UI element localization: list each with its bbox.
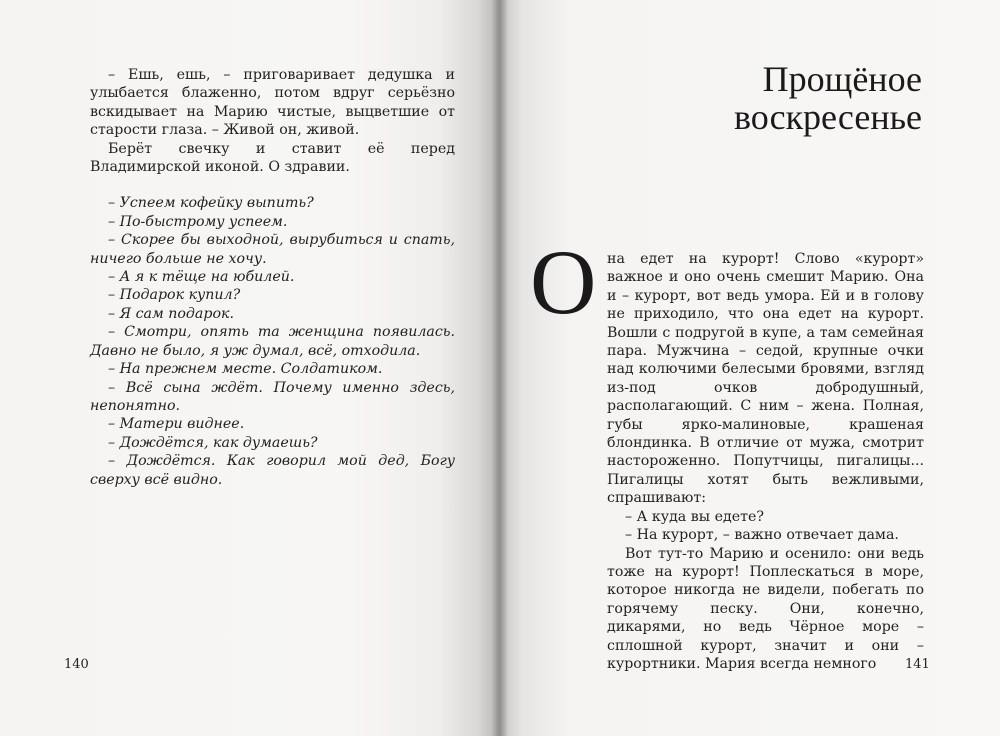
chapter-title-line: Прощёное (762, 59, 922, 99)
section-gap (90, 176, 455, 194)
dialog-line: – А я к тёще на юбилей. (108, 269, 295, 286)
dialog-line: – На прежнем месте. Солдатиком. (108, 361, 383, 378)
dialog-line: – По-быстрому успеем. (108, 213, 288, 230)
dialog-block (90, 194, 455, 489)
dialog-line: – Дождётся, как думаешь? (108, 434, 318, 451)
paragraph: Вот тут-то Марию и осенило: они ведь тоже на курорт! Поплескаться в море, которое никогда не видели, побегать по горячему песку. Они, конечно, дикарями, но ведь Чёрное море – сплошной курорт, значит и они – курортники. Мария всегда немного (607, 545, 924, 672)
right-page-text (607, 250, 924, 673)
paragraph: на едет на курорт! Слово «курорт» важное и оно очень смешит Марию. Она и – курорт, вот ведь умора. Ей и в голову не приходило, что она едет на курорт. Вошли с подругой в купе, а там семейная пара. Мужчина – седой, крупные очки над колючими белесыми бровями, взгляд из-под очков добродушный, располагающий. С ним – жена. Полная, губы ярко-малиновые, крашеная блондинка. В отличие от мужа, смотрит настороженно. Попутчицы, пигалицы... Пигалицы хотят быть вежливыми, спрашивают: (607, 251, 924, 507)
drop-cap: О (530, 231, 597, 333)
dialog-line: – Смотри, опять та женщина появилась. Давно не было, я уж думал, всё, отходила. (90, 324, 455, 359)
dialog-line: – Успеем кофейку выпить? (108, 195, 314, 212)
book-gutter (492, 0, 508, 736)
dialog-line: – Матери виднее. (108, 416, 245, 433)
dialog-line: – Скорее бы выходной, вырубиться и спать, ничего больше не хочу. (90, 232, 455, 267)
dialog-line: – Дождётся. Как говорил мой дед, Богу сверху всё видно. (90, 453, 455, 488)
chapter-title (734, 60, 922, 136)
dialog-line: – Я сам подарок. (108, 305, 234, 322)
dialog-line: – Всё сына ждёт. Почему именно здесь, непонятно. (90, 379, 455, 414)
dialog-line: – На курорт, – важно отвечает дама. (625, 527, 899, 544)
page-number-right: 141 (905, 657, 930, 672)
paragraph: – Ешь, ешь, – приговаривает дедушка и улыбается блаженно, потом вдруг серьёзно вскидывает на Марию чистые, выцветшие от старости глаза. – Живой он, живой. (90, 67, 455, 139)
page-number-left: 140 (64, 657, 89, 672)
paragraph: Берёт свечку и ставит её перед Владимирской иконой. О здравии. (90, 140, 455, 176)
chapter-title-line: воскресенье (733, 97, 922, 137)
dialog-line: – Подарок купил? (108, 287, 241, 304)
left-page-text (90, 66, 455, 489)
dialog-line: – А куда вы едете? (625, 508, 764, 525)
